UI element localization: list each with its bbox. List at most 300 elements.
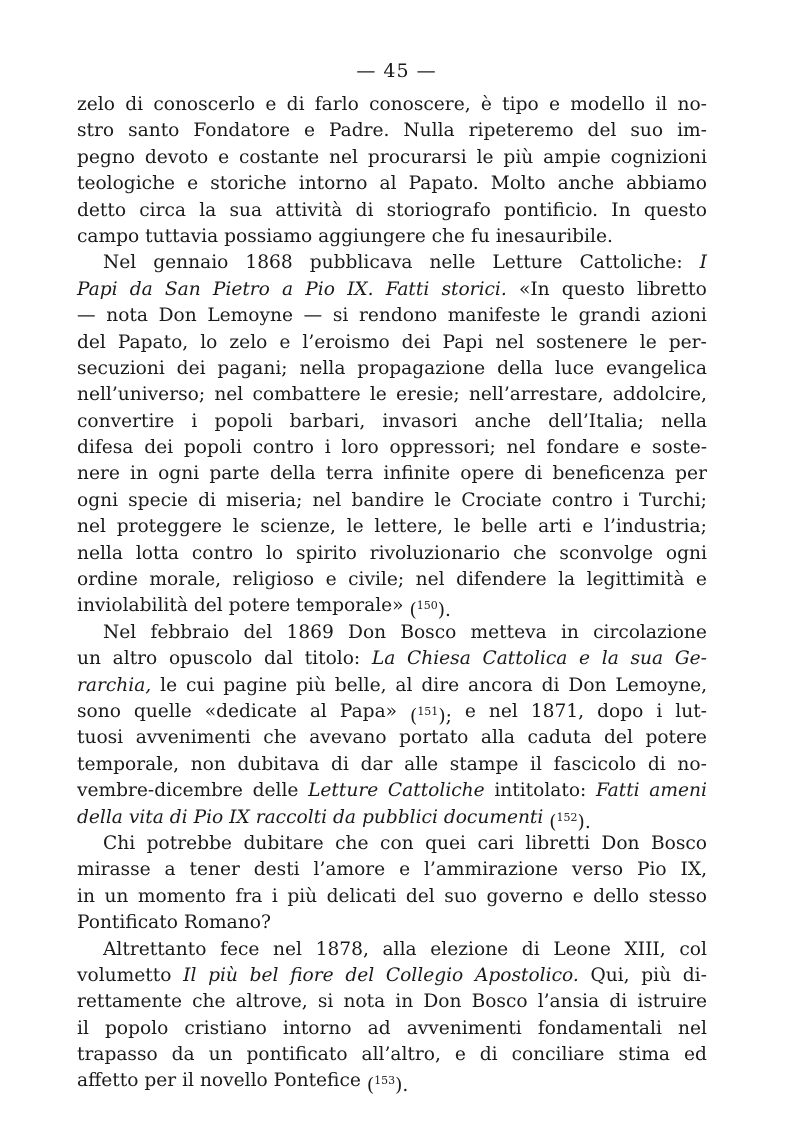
word: sono: [77, 700, 121, 722]
word: quei: [425, 832, 466, 854]
word: In: [611, 199, 631, 221]
word: inesauribile.: [495, 225, 613, 247]
paragraph: [77, 250, 707, 622]
word: di: [355, 199, 374, 221]
word: del: [243, 621, 273, 643]
text-line: [77, 488, 707, 514]
paragraph: [77, 92, 707, 250]
word: in: [77, 885, 95, 907]
word: volumetto: [77, 964, 172, 986]
word: e: [579, 648, 591, 670]
word: di: [286, 94, 305, 115]
word: stro: [77, 120, 115, 142]
word: intorno: [298, 173, 368, 195]
word: specie: [128, 489, 188, 511]
word: 1868: [245, 252, 293, 274]
word: beneficenza: [552, 463, 665, 485]
word: 1871,: [530, 700, 585, 722]
word: della: [497, 357, 543, 379]
word: vembre-dicembre: [77, 780, 243, 802]
word: di: [125, 94, 144, 115]
footnote-ref: 153: [374, 1074, 396, 1088]
word: rettamente: [77, 991, 183, 1013]
word: proteggere: [116, 516, 222, 538]
word: Pietro: [212, 278, 270, 300]
word: vita: [128, 806, 164, 828]
word: che: [431, 225, 466, 247]
word: quelle: [133, 700, 192, 722]
word: dopo: [597, 700, 644, 722]
word: nel: [273, 938, 302, 960]
word: ogni: [665, 542, 707, 564]
word: devoto: [144, 146, 209, 168]
word: tipo: [502, 94, 539, 115]
word: storiografo: [386, 199, 491, 221]
word: Cattoliche:: [579, 252, 683, 274]
word: tener: [189, 859, 240, 881]
word: Chi: [103, 832, 136, 854]
word: «dedicate: [204, 700, 297, 722]
text-line: [77, 435, 707, 461]
word: ad: [367, 1017, 391, 1039]
word: questo: [561, 278, 625, 300]
word: avvenimenti: [135, 727, 251, 749]
text-line: [77, 356, 707, 382]
word: Nel: [103, 621, 137, 643]
word: farlo: [314, 94, 359, 115]
word: attività: [275, 199, 343, 221]
word: stampe: [449, 753, 519, 775]
word: più: [208, 964, 238, 986]
word: pubblici: [361, 806, 438, 828]
word: le: [346, 516, 364, 538]
word: soste-: [651, 437, 707, 459]
word: il: [182, 1070, 195, 1092]
text-line: [77, 831, 707, 857]
word: cristiano: [184, 1017, 267, 1039]
word: nel: [312, 489, 342, 511]
word: contro: [252, 437, 314, 459]
word: nella: [299, 357, 346, 379]
word: anche: [557, 173, 615, 195]
word: di: [169, 806, 188, 828]
word: intorno: [282, 1017, 352, 1039]
text-line: [77, 1042, 707, 1068]
word: fece: [220, 938, 260, 960]
word: cognizioni: [610, 146, 707, 168]
word: Don: [423, 991, 462, 1013]
word: 1878,: [315, 938, 369, 960]
word: le: [160, 674, 178, 696]
text-line: [77, 145, 707, 171]
word: è: [480, 94, 492, 115]
word: con: [380, 832, 414, 854]
word: cari: [477, 832, 514, 854]
word: libretto: [637, 278, 707, 300]
word: addolcire,: [612, 384, 707, 406]
text-line: [77, 1068, 707, 1097]
word: Cattolica: [482, 648, 568, 670]
word: avvenimenti: [406, 1017, 522, 1039]
word: desti: [253, 859, 300, 881]
word: stima: [618, 1044, 671, 1066]
word: l’ammirazione: [423, 859, 559, 881]
word: suo: [444, 885, 477, 907]
text-line: [77, 330, 707, 356]
word: contro: [191, 542, 254, 564]
word: Il: [183, 964, 197, 986]
word: Nel: [103, 252, 137, 274]
word: del: [345, 964, 375, 986]
text-line: [77, 989, 707, 1015]
word: nota: [106, 305, 148, 327]
word: Papi: [442, 331, 484, 353]
word: l’amore: [313, 859, 386, 881]
text-line: [77, 963, 707, 989]
word: —: [77, 305, 96, 327]
paragraph: [77, 937, 707, 1095]
word: i: [324, 437, 331, 459]
word: Lemoyne,: [615, 674, 707, 696]
text-line: [77, 593, 707, 622]
word: secuzioni: [77, 357, 165, 379]
word: ogni: [77, 489, 119, 511]
word: la: [601, 648, 619, 670]
word: Letture: [308, 780, 379, 802]
word: dello: [593, 885, 640, 907]
word: I: [699, 252, 707, 274]
word: i: [191, 410, 198, 432]
word: sostenere: [536, 331, 628, 353]
word: belle: [481, 516, 528, 538]
word: arti: [538, 516, 572, 538]
word: dei: [176, 357, 206, 379]
word: dei: [401, 331, 431, 353]
word: temporale,: [77, 753, 180, 775]
word: di: [609, 991, 628, 1013]
word: libretti: [525, 832, 590, 854]
text-line: [77, 250, 707, 276]
word: contro: [551, 489, 613, 511]
word: nelle: [429, 252, 476, 274]
word: novello: [199, 1070, 268, 1092]
word: altrove,: [235, 991, 308, 1013]
word: le: [434, 489, 452, 511]
word: Pio: [305, 278, 335, 300]
word: popoli: [214, 410, 273, 432]
word: della: [269, 463, 316, 485]
word: e: [187, 173, 199, 195]
word: al: [395, 674, 413, 696]
word: ampie: [543, 146, 601, 168]
word: lo: [200, 331, 218, 353]
word: XIII,: [624, 938, 666, 960]
word: pegno: [77, 146, 135, 168]
word: modello: [570, 94, 646, 115]
word: Altrettanto: [103, 938, 207, 960]
word: gennaio: [153, 252, 229, 274]
word: e: [582, 516, 594, 538]
word: della: [77, 806, 123, 828]
paragraph: [77, 831, 707, 937]
word: fondamentali: [537, 1017, 662, 1039]
text-line: [77, 541, 707, 567]
word: manifeste: [447, 305, 541, 327]
word: febbraio: [150, 621, 230, 643]
word: trapasso: [77, 1044, 158, 1066]
word: Ge-: [674, 648, 707, 670]
word: rarchia,: [77, 674, 152, 696]
word: pontificio.: [504, 199, 599, 221]
word: di: [198, 489, 216, 511]
word: propagazione: [357, 357, 486, 379]
text-line: [77, 198, 707, 224]
word: Fatti: [385, 278, 430, 300]
word: spirito: [295, 542, 357, 564]
word: e: [325, 569, 337, 591]
word: elezione: [430, 938, 509, 960]
word: Nulla: [403, 120, 455, 142]
word: titolo:: [304, 648, 361, 670]
word: e: [279, 331, 291, 353]
word: potere: [645, 727, 707, 749]
word: azioni: [650, 305, 707, 327]
word: alla: [382, 938, 417, 960]
word: portato: [399, 727, 469, 749]
word: nel: [488, 700, 518, 722]
word: dei: [144, 437, 174, 459]
word: luce: [554, 357, 595, 379]
word: le: [453, 516, 471, 538]
word: nere: [77, 463, 120, 485]
word: ordine: [77, 569, 138, 591]
page-number: — 45 —: [356, 60, 437, 82]
word: di-: [682, 964, 707, 986]
word: al: [309, 700, 327, 722]
text-line: [77, 725, 707, 751]
word: di: [541, 674, 560, 696]
word: San: [164, 278, 201, 300]
word: affetto: [77, 1070, 139, 1092]
word: nel: [77, 516, 106, 538]
word: le: [232, 516, 250, 538]
word: di: [524, 463, 543, 485]
word: governo: [486, 885, 564, 907]
word: col: [679, 938, 707, 960]
word: teologiche: [77, 173, 176, 195]
word: no-: [677, 94, 707, 115]
word: di: [479, 1044, 498, 1066]
word: detto: [77, 199, 127, 221]
word: Fondatore: [193, 120, 290, 142]
word: nel: [329, 146, 359, 168]
word: fondare: [546, 437, 620, 459]
word: fu: [470, 225, 490, 247]
text-line: [77, 1016, 707, 1042]
word: avevano: [309, 727, 387, 749]
word: fiore: [290, 964, 334, 986]
word: Apostolico.: [474, 964, 579, 986]
word: IX: [229, 806, 250, 828]
word: Don: [568, 674, 607, 696]
word: bel: [249, 964, 279, 986]
word: nell’universo;: [77, 384, 206, 406]
word: storiche: [210, 173, 287, 195]
word: alle: [404, 753, 439, 775]
word: convertire: [77, 410, 175, 432]
word: non: [190, 753, 226, 775]
word: pontificato: [246, 1044, 348, 1066]
word: dire: [421, 674, 460, 696]
word: più: [287, 885, 318, 907]
word: delle: [252, 780, 299, 802]
word: —: [303, 305, 323, 327]
word: Molto: [490, 173, 546, 195]
word: le: [639, 331, 657, 353]
word: Cattoliche: [387, 780, 485, 802]
word: ed: [683, 1044, 707, 1066]
word: aggiungere: [318, 225, 426, 247]
word: si: [317, 991, 334, 1013]
text-line: [77, 171, 707, 197]
word: Pio: [193, 806, 224, 828]
word: si: [332, 305, 349, 327]
word: nella: [661, 410, 707, 432]
word: il: [655, 94, 668, 115]
word: un: [208, 1044, 233, 1066]
word: in: [130, 463, 148, 485]
text-line: [77, 118, 707, 144]
word: mirasse: [77, 859, 151, 881]
word: Fatti: [596, 780, 640, 802]
word: del: [604, 727, 633, 749]
text-line: [77, 277, 707, 303]
word: per: [144, 1070, 177, 1092]
word: Leone: [553, 938, 611, 960]
word: procurarsi: [367, 146, 467, 168]
word: IX.: [347, 278, 374, 300]
word: potrebbe: [146, 832, 232, 854]
word: la: [199, 199, 217, 221]
word: raccolti: [255, 806, 328, 828]
word: terra: [325, 463, 374, 485]
word: conoscere,: [369, 94, 471, 115]
text-line: [77, 937, 707, 963]
word: belle,: [334, 674, 387, 696]
word: pagani;: [217, 357, 288, 379]
word: pagine: [223, 674, 288, 696]
word: un: [77, 648, 101, 670]
word: dar: [360, 753, 393, 775]
word: Papato.: [408, 173, 479, 195]
text-line: [77, 303, 707, 329]
word: e: [572, 885, 584, 907]
word: più: [641, 964, 672, 986]
word: sua: [630, 648, 664, 670]
word: morale,: [149, 569, 222, 591]
word: e: [464, 700, 476, 722]
word: più: [503, 146, 534, 168]
word: potere: [228, 595, 291, 617]
word: caduta: [527, 727, 592, 749]
word: Letture: [492, 252, 563, 274]
word: lotta: [135, 542, 180, 564]
word: nella: [77, 542, 123, 564]
word: nel: [214, 384, 244, 406]
footnote-ref: 151: [417, 704, 439, 718]
word: i: [656, 700, 663, 722]
word: tuosi: [77, 727, 124, 749]
word: abbiamo: [626, 173, 707, 195]
word: di: [521, 938, 540, 960]
word: circa: [139, 199, 187, 221]
text-line: [77, 805, 707, 831]
word: civile;: [348, 569, 405, 591]
word: nel: [506, 437, 536, 459]
word: del: [405, 885, 435, 907]
word: inviolabilità: [77, 595, 188, 617]
text-line: [77, 382, 707, 408]
word: Don: [158, 305, 197, 327]
word: l’eroismo: [302, 331, 390, 353]
word: opuscolo: [168, 648, 253, 670]
word: Romano?: [183, 912, 271, 934]
word: infinite: [383, 463, 451, 485]
word: di: [331, 753, 349, 775]
word: che: [192, 991, 226, 1013]
word: altro: [112, 648, 158, 670]
word: l’industria;: [604, 516, 707, 538]
word: le: [550, 305, 568, 327]
word: tuttavia: [145, 225, 219, 247]
word: sua: [229, 199, 263, 221]
word: miseria;: [226, 489, 303, 511]
word: i: [271, 885, 278, 907]
word: per-: [668, 331, 707, 353]
word: le: [369, 384, 387, 406]
word: ogni: [158, 463, 200, 485]
text-line: [77, 92, 707, 118]
word: che: [335, 832, 369, 854]
word: intitolato:: [494, 780, 587, 802]
word: ameni: [649, 780, 707, 802]
word: Pio: [636, 859, 667, 881]
word: lut-: [675, 700, 707, 722]
paragraph: [77, 620, 707, 831]
word: difesa: [77, 437, 134, 459]
word: del: [193, 595, 223, 617]
body-text: [77, 92, 707, 1095]
word: la: [558, 569, 576, 591]
word: Bosco: [650, 832, 707, 854]
word: zelo: [229, 331, 268, 353]
word: che: [513, 542, 547, 564]
text-line: [77, 673, 707, 699]
word: un: [104, 885, 129, 907]
text-line: [77, 514, 707, 540]
text-line: [77, 224, 707, 250]
word: bandire: [351, 489, 425, 511]
word: a: [164, 859, 176, 881]
word: oppressori;: [389, 437, 496, 459]
word: ($^{151}$);: [410, 704, 452, 727]
word: ancora: [468, 674, 533, 696]
word: del: [77, 331, 106, 353]
word: costante: [239, 146, 320, 168]
text-line: [77, 910, 707, 936]
text-line: [77, 752, 707, 778]
word: nel: [415, 569, 445, 591]
